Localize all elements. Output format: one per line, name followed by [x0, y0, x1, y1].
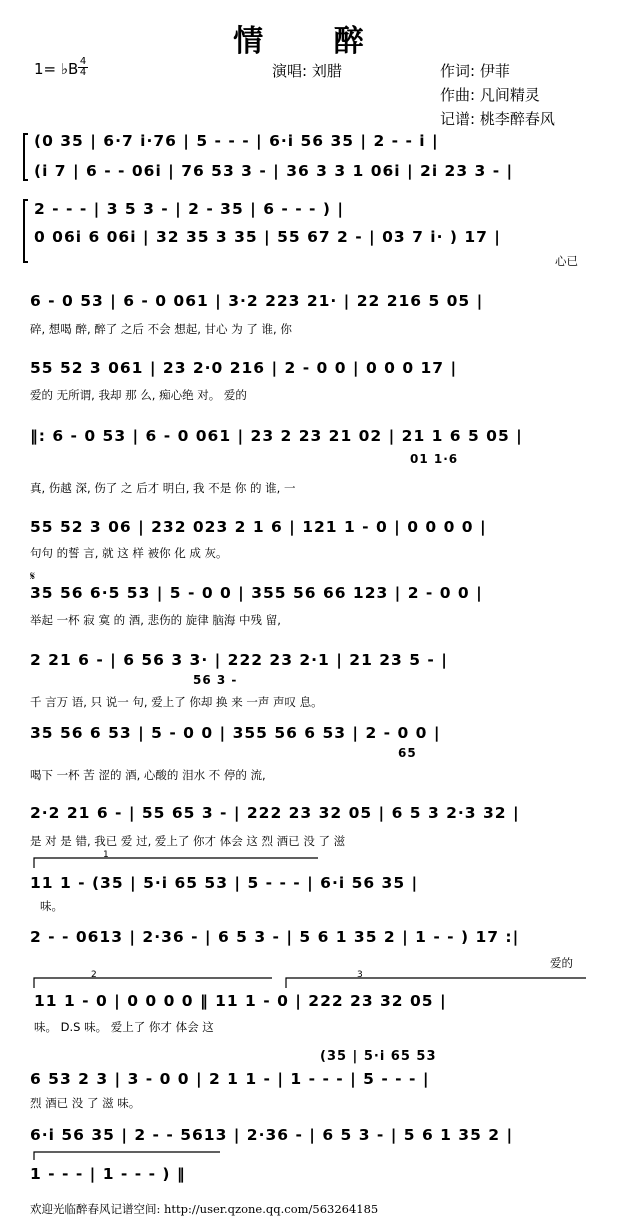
lyric-line: 碎, 想喝 醉, 醉了 之后 不会 想起, 甘心 为 了 谁, 你 — [30, 322, 292, 336]
lyric-line: 喝下 一杯 苦 涩的 酒, 心酸的 泪水 不 停的 流, — [30, 768, 266, 782]
score-line: 35 56 6 53 | 5 - 0 0 | 355 56 6 53 | 2 - 0 0 | — [30, 724, 441, 742]
key-signature: 1= ♭B — [34, 60, 79, 78]
score-line: 6 53 2 3 | 3 - 0 0 | 2 1 1 - | 1 - - - | 5 - - - | — [30, 1070, 430, 1088]
volta-2-label: 2 — [91, 970, 97, 980]
score-line: 55 52 3 061 | 23 2·0 216 | 2 - 0 0 | 0 0 0 17 | — [30, 359, 458, 377]
lyric-line: 味。 D.S 味。 爱上了 你才 体会 这 — [34, 1020, 214, 1034]
time-signature: 4 4 — [79, 56, 87, 78]
alternate-notes: 01 1·6 — [410, 452, 459, 466]
score-line: 1 - - - | 1 - - - ) ‖ — [30, 1165, 186, 1183]
score-line: 35 56 6·5 53 | 5 - 0 0 | 355 56 66 123 | 2 - 0 0 | — [30, 584, 483, 602]
alternate-notes: 65 — [398, 746, 417, 760]
footer-credit: 欢迎光临醉春风记谱空间: http://user.qzone.qq.com/563264185 — [30, 1202, 379, 1216]
score-line: 0 06i 6 06i | 32 35 3 35 | 55 67 2 - | 03 7 i· ) 17 | — [34, 228, 501, 246]
score-line: 11 1 - (35 | 5·i 65 53 | 5 - - - | 6·i 56 35 | — [30, 874, 419, 892]
alternate-notes: 56 3 - — [193, 673, 238, 687]
lyricist-credit: 作词: 伊菲 — [440, 62, 510, 80]
score-line: 2 - - - | 3 5 3 - | 2 - 35 | 6 - - - ) | — [34, 200, 345, 218]
transcriber-credit: 记谱: 桃李醉春风 — [440, 110, 555, 128]
volta-1-label: 1 — [103, 850, 109, 860]
volta-3-label: 3 — [357, 970, 363, 980]
singer-credit: 演唱: 刘腊 — [272, 62, 342, 80]
score-line: 6 - 0 53 | 6 - 0 061 | 3·2 223 21· | 22 216 5 05 | — [30, 292, 484, 310]
lyric-line: 千 言万 语, 只 说一 句, 爱上了 你却 换 来 一声 声叹 息。 — [30, 695, 323, 709]
score-line: 2·2 21 6 - | 55 65 3 - | 222 23 32 05 | 6 5 3 2·3 32 | — [30, 804, 520, 822]
score-line: 6·i 56 35 | 2 - - 5613 | 2·36 - | 6 5 3 - | 5 6 1 35 2 | — [30, 1126, 514, 1144]
lyric-line: 举起 一杯 寂 寞 的 酒, 悲伤的 旋律 脑海 中残 留, — [30, 613, 281, 627]
score-line: 11 1 - 0 | 0 0 0 0 ‖ 11 1 - 0 | 222 23 32 05 | — [34, 992, 447, 1010]
score-line: ‖: 6 - 0 53 | 6 - 0 061 | 23 2 23 21 02 | 21 1 6 5 05 | — [30, 427, 523, 445]
score-line: 55 52 3 06 | 232 023 2 1 6 | 121 1 - 0 | 0 0 0 0 | — [30, 518, 487, 536]
lyric-line: 爱的 — [550, 956, 573, 970]
lyric-line: 心已 — [555, 254, 578, 268]
alternate-notes: (35 | 5·i 65 53 — [320, 1049, 437, 1064]
lyric-line: 真, 伤越 深, 伤了 之 后才 明白, 我 不是 你 的 谁, 一 — [30, 481, 296, 495]
score-line: 2 21 6 - | 6 56 3 3· | 222 23 2·1 | 21 23 5 - | — [30, 651, 448, 669]
score-line: 2 - - 0613 | 2·36 - | 6 5 3 - | 5 6 1 35 2 | 1 - - ) 17 :| — [30, 928, 520, 946]
lyric-line: 句句 的誓 言, 就 这 样 被你 化 成 灰。 — [30, 546, 228, 560]
lyric-line: 是 对 是 错, 我已 爱 过, 爱上了 你才 体会 这 烈 酒已 没 了 滋 — [30, 834, 346, 848]
lyric-line: 爱的 无所谓, 我却 那 么, 痴心绝 对。 爱的 — [30, 388, 247, 402]
lyric-line: 烈 酒已 没 了 滋 味。 — [30, 1096, 141, 1110]
song-title: 情 醉 — [233, 24, 394, 59]
segno-sign: 𝄋 — [30, 569, 36, 583]
score-line: (0 35 | 6·7 i·76 | 5 - - - | 6·i 56 35 | 2 - - i | — [34, 132, 439, 150]
lyric-line: 味。 — [40, 899, 63, 913]
score-line: (i 7 | 6 - - 06i | 76 53 3 - | 36 3 3 1 06i | 2i 23 3 - | — [34, 162, 514, 180]
composer-credit: 作曲: 凡间精灵 — [440, 86, 540, 104]
